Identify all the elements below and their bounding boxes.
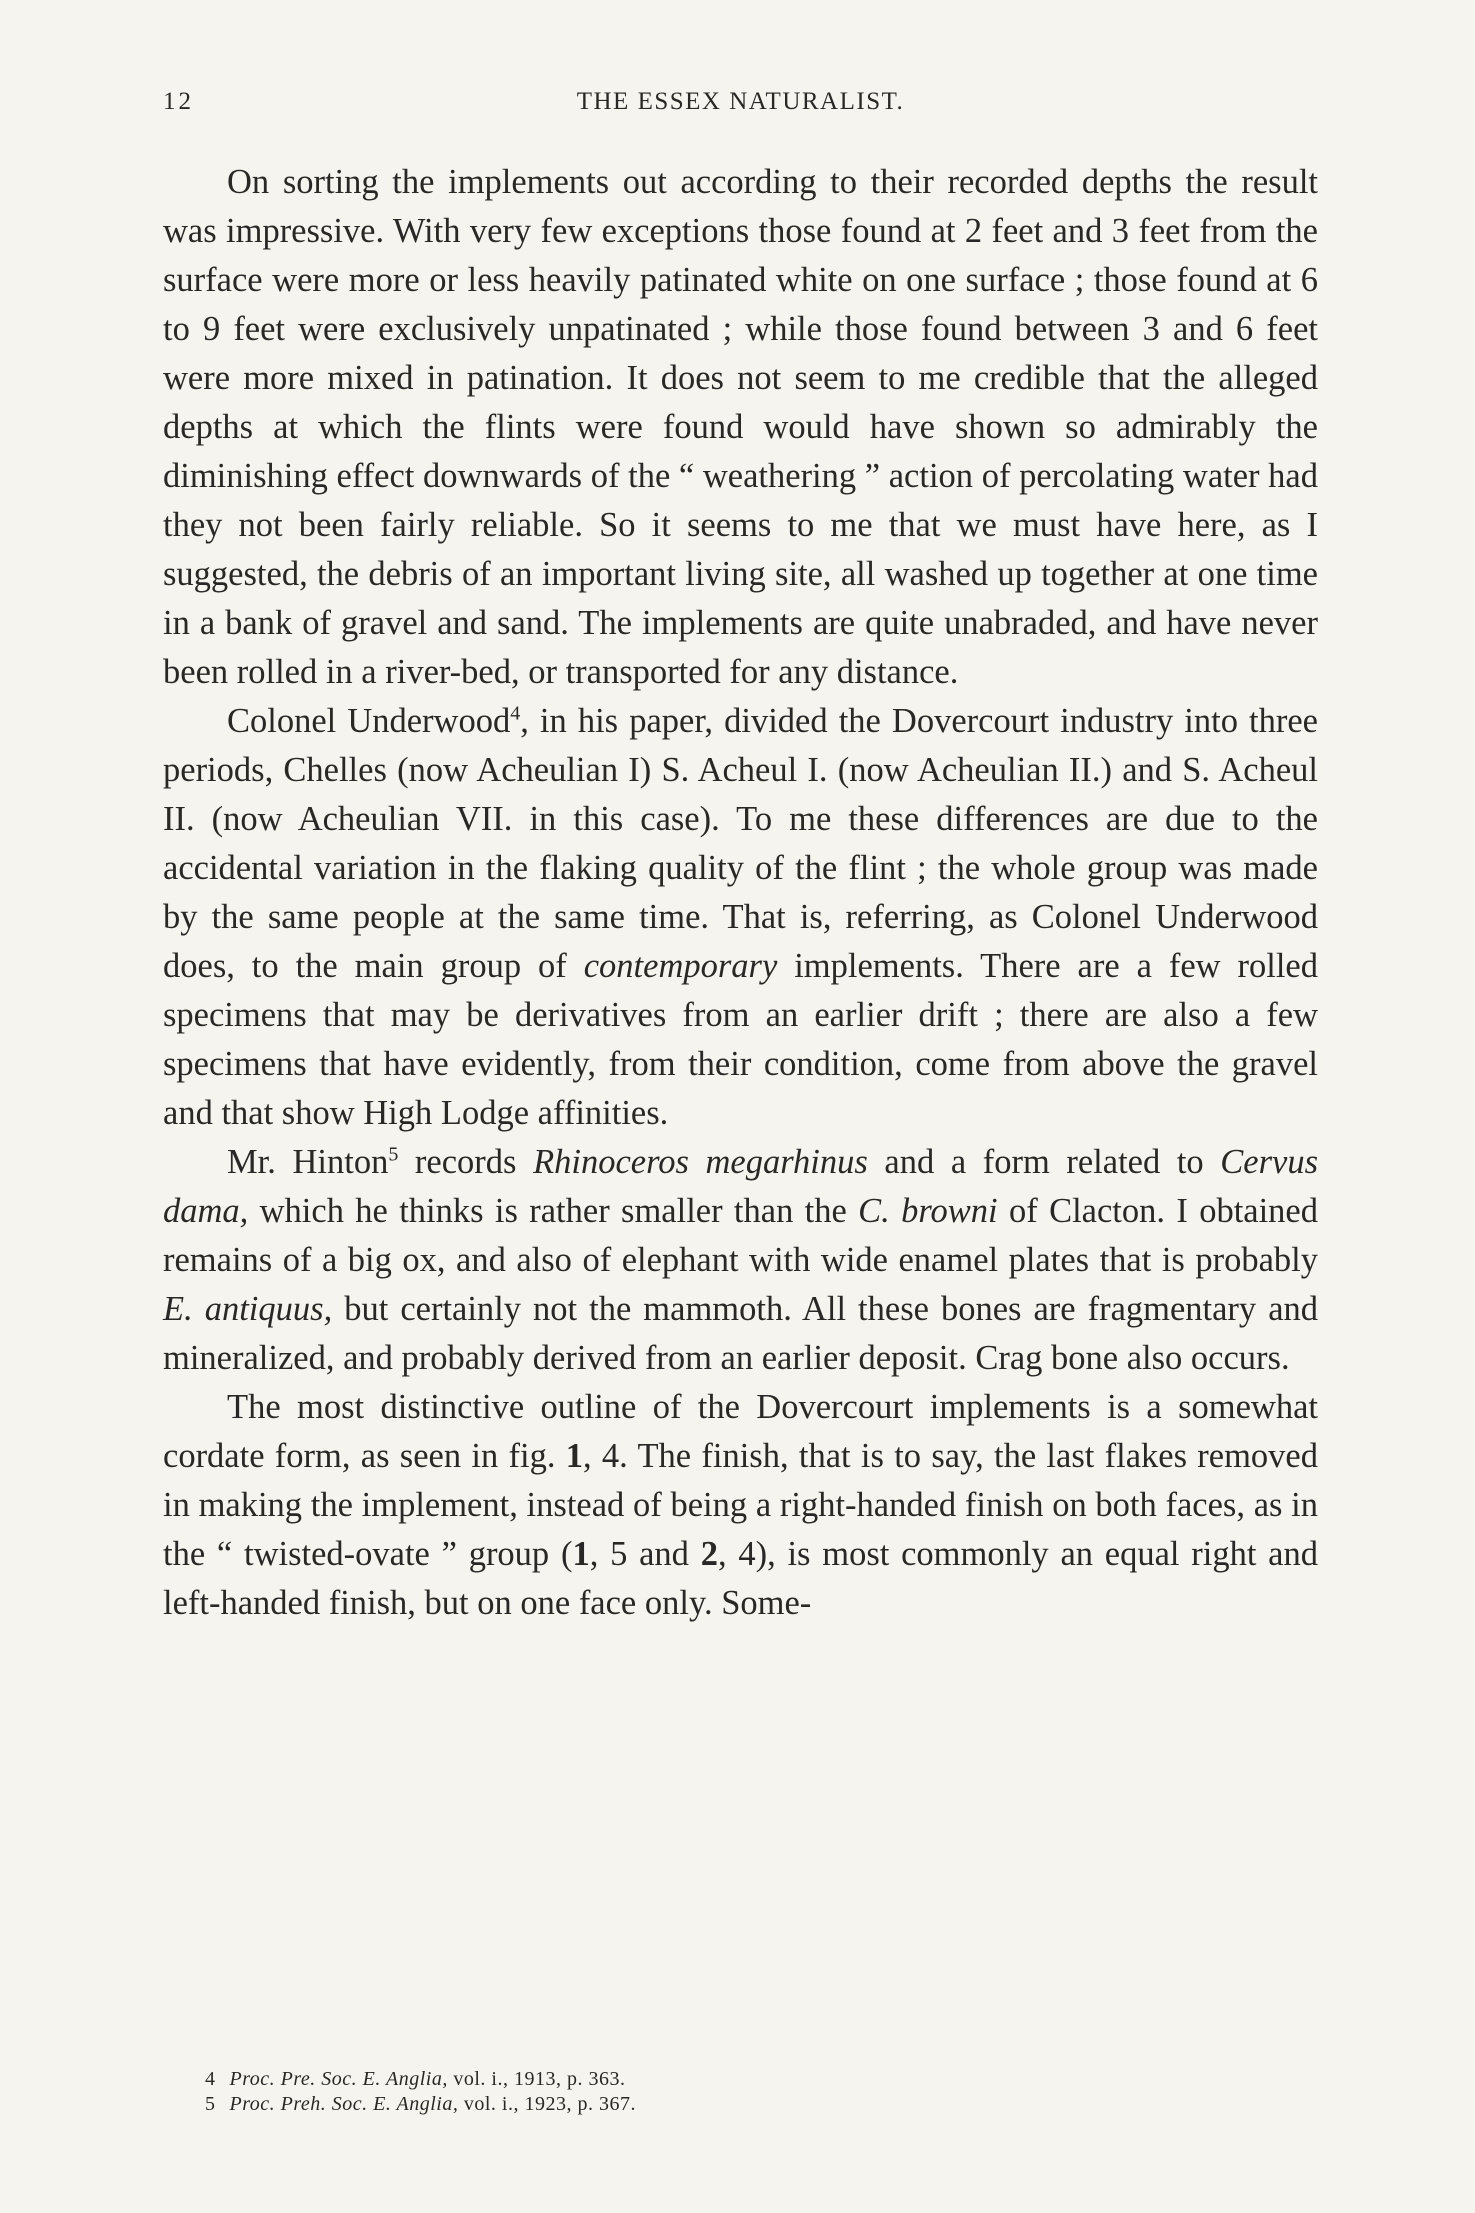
species-name: Cervus dama, — [163, 1143, 1319, 1230]
text-run: which he thinks is rather smaller than the — [248, 1192, 859, 1230]
text-run: The most distinctive outline of the Dovercourt implements is a somewhat cordate form, as seen in fig. — [163, 1388, 1318, 1475]
footnote-detail: vol. i., 1913, p. 363. — [447, 2068, 626, 2090]
footnote-ref-4: 4 — [510, 702, 521, 725]
footnote-number: 5 — [205, 2093, 216, 2115]
plate-ref: 1 — [565, 1437, 584, 1475]
footnote-number: 4 — [205, 2068, 216, 2090]
text-run: but certainly not the mammoth. All these bones are fragmentary and mineralized, and probably derived from an earlier deposit. Crag bone also occurs. — [163, 1290, 1319, 1377]
paragraph-underwood — [163, 697, 1318, 1138]
paragraph-cordate-form — [163, 1383, 1318, 1628]
text-run: Mr. Hinton — [227, 1143, 389, 1181]
footnote-detail: vol. i., 1923, p. 367. — [458, 2093, 636, 2115]
text-run: , 4), is most commonly an equal right and left-handed finish, but on one face only. Some- — [163, 1535, 1318, 1622]
footnote-ref-5: 5 — [388, 1143, 399, 1166]
text-run: Colonel Underwood — [227, 702, 511, 740]
species-name: C. browni — [858, 1192, 998, 1230]
italic-term: contemporary — [583, 947, 778, 985]
footnote — [205, 2092, 1105, 2117]
species-name: Rhinoceros megarhinus — [533, 1143, 868, 1181]
text-run: , 5 and — [589, 1535, 701, 1573]
footnote — [205, 2067, 1105, 2092]
footnote-source: Proc. Pre. Soc. E. Anglia, — [229, 2068, 448, 2090]
running-title: THE ESSEX NATURALIST. — [576, 88, 905, 115]
body-text — [163, 158, 1318, 1628]
text-run: records — [398, 1143, 534, 1181]
text-run: implements. There are a few rolled specimens that may be derivatives from an earlier drift ; there are also a few specimens that have evidently, from their condition, come from above the gravel and that show High Lodge affinities. — [163, 947, 1318, 1132]
text-run: , 4. The finish, that is to say, the last flakes removed in making the implement, instead of being a right-handed finish on both faces, as in the “ twisted-ovate ” group ( — [163, 1437, 1318, 1573]
page-number: 12 — [163, 88, 194, 115]
paragraph-hinton — [163, 1138, 1318, 1383]
footnote-source: Proc. Preh. Soc. E. Anglia, — [229, 2093, 459, 2115]
text-run: , in his paper, divided the Dovercourt industry into three periods, Chelles (now Acheulian I) S. Acheul I. (now Acheulian II.) and S. Acheul II. (now Acheulian VII. in this case). To me these differences are due to the accidental variation in the flaking quality of the flint ; the whole group was made by the same people at the same time. That is, referring, as Colonel Underwood does, to the main group of — [163, 702, 1318, 985]
footnotes — [205, 2067, 1105, 2117]
text-run: and a form related to — [867, 1143, 1221, 1181]
plate-ref: 1 — [572, 1535, 590, 1573]
species-name: E. antiquus, — [163, 1290, 333, 1328]
paragraph-patination: On sorting the implements out according to their recorded depths the result was impressive. With very few exceptions those found at 2 feet and 3 feet from the surface were more or less heavily patinated white on one surface ; those found at 6 to 9 feet were exclusively unpatinated ; while those found between 3 and 6 feet were more mixed in patination. It does not seem to me credible that the alleged depths at which the flints were found would have shown so admirably the diminishing effect downwards of the “ weathering ” action of percolating water had they not been fairly reliable. So it seems to me that we must have here, as I suggested, the debris of an important living site, all washed up together at one time in a bank of gravel and sand. The implements are quite unabraded, and have never been rolled in a river-bed, or transported for any distance. — [163, 163, 1318, 691]
plate-ref: 2 — [700, 1535, 718, 1573]
page-header — [163, 88, 1318, 128]
text-run: of Clacton. I obtained remains of a big ox, and also of elephant with wide enamel plates that is probably — [163, 1192, 1318, 1279]
